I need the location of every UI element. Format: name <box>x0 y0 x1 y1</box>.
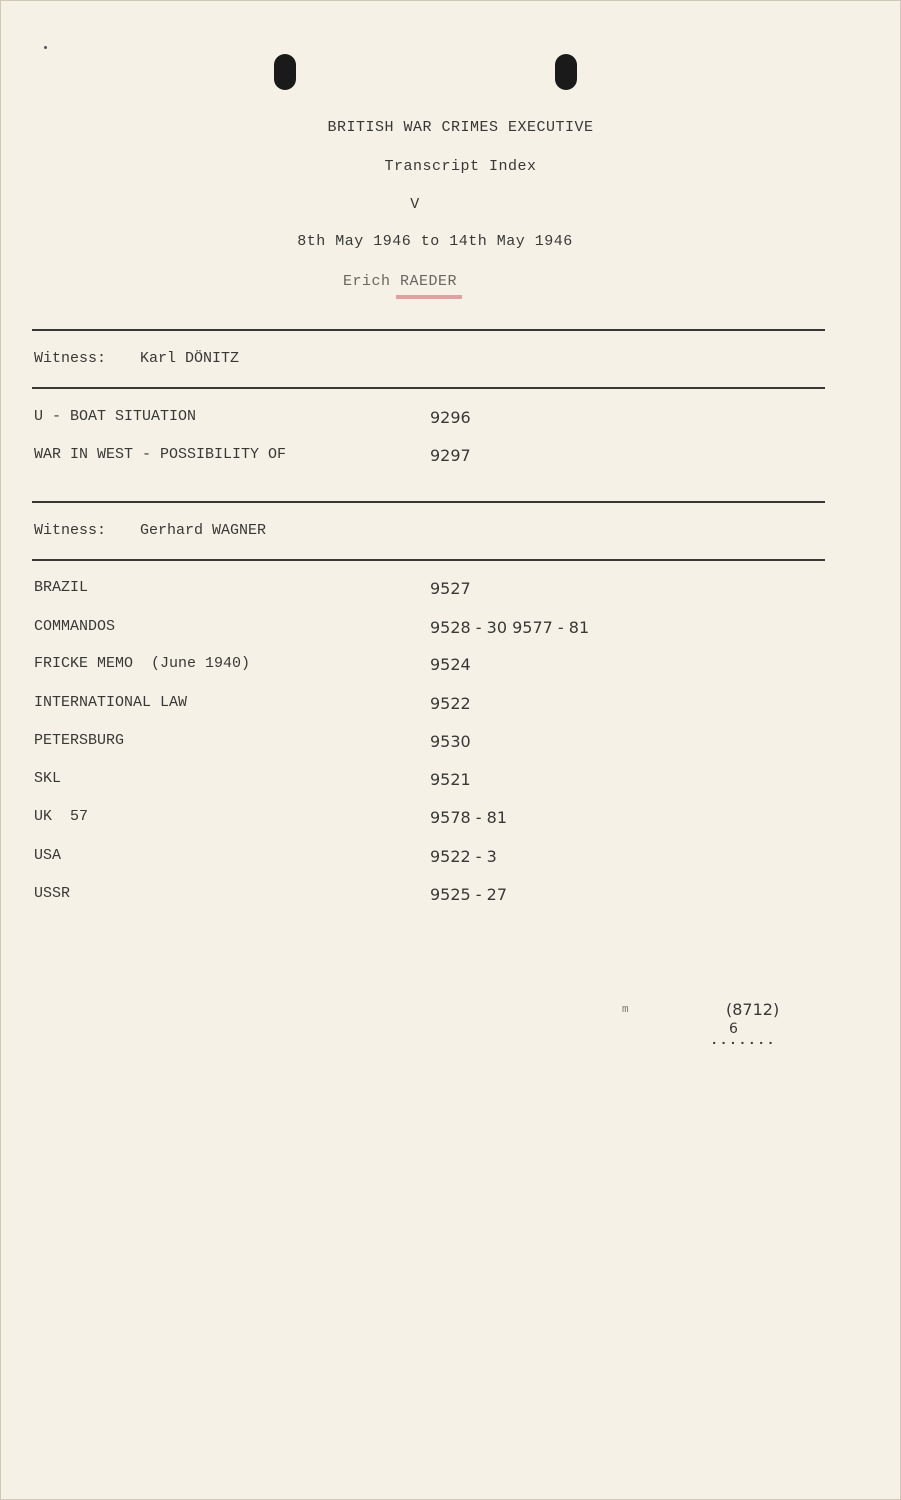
entry-topic: SKL <box>34 770 62 787</box>
defendant-name-text: Erich RAEDER <box>342 273 458 290</box>
index-entry <box>34 847 814 871</box>
footer-mark: m <box>622 1004 629 1016</box>
entry-topic: PETERSBURG <box>34 732 125 749</box>
entry-pages: 9530 <box>430 732 471 751</box>
witness-name: Karl DÖNITZ <box>140 350 240 367</box>
punch-hole-left <box>274 54 296 90</box>
entry-topic: U - BOAT SITUATION <box>34 408 197 425</box>
red-pencil-underline <box>396 295 462 299</box>
section-rule <box>32 329 825 331</box>
witness-heading <box>34 522 266 539</box>
index-entry <box>34 446 814 470</box>
witness-name: Gerhard WAGNER <box>140 522 267 539</box>
entry-pages: 9296 <box>430 408 471 427</box>
index-entry <box>34 770 814 794</box>
defendant-name <box>0 273 800 290</box>
index-entry <box>34 694 814 718</box>
entry-topic: COMMANDOS <box>34 618 116 635</box>
entry-pages: 9528 - 30 9577 - 81 <box>430 618 590 637</box>
witness-label: Witness: <box>34 522 107 539</box>
index-entry <box>34 655 814 679</box>
footer-subnumber: 6 <box>729 1021 738 1037</box>
entry-topic: UK 57 <box>34 808 89 825</box>
entry-pages: 9297 <box>430 446 471 465</box>
entry-topic: INTERNATIONAL LAW <box>34 694 188 711</box>
index-entry <box>34 808 814 832</box>
section-rule <box>32 387 825 389</box>
index-entry <box>34 885 814 909</box>
entry-pages: 9522 <box>430 694 471 713</box>
index-entry <box>34 618 814 642</box>
section-rule <box>32 559 825 561</box>
footer-dots: ....... <box>710 1033 776 1049</box>
index-entry <box>34 579 814 603</box>
index-entry <box>34 732 814 756</box>
volume-number: V <box>410 196 420 213</box>
entry-topic: FRICKE MEMO (June 1940) <box>34 655 251 672</box>
footer-reference: (8712) <box>726 1000 780 1019</box>
entry-pages: 9522 - 3 <box>430 847 497 866</box>
witness-label: Witness: <box>34 350 107 367</box>
paper-speck <box>44 46 47 49</box>
punch-hole-right <box>555 54 577 90</box>
entry-topic: USSR <box>34 885 71 902</box>
entry-topic: BRAZIL <box>34 579 89 596</box>
entry-topic: WAR IN WEST - POSSIBILITY OF <box>34 446 287 463</box>
entry-pages: 9527 <box>430 579 471 598</box>
witness-heading <box>34 350 239 367</box>
section-rule <box>32 501 825 503</box>
entry-topic: USA <box>34 847 62 864</box>
entry-pages: 9524 <box>430 655 471 674</box>
entry-pages: 9525 - 27 <box>430 885 508 904</box>
entry-pages: 9521 <box>430 770 471 789</box>
entry-pages: 9578 - 81 <box>430 808 508 827</box>
document-title: BRITISH WAR CRIMES EXECUTIVE <box>327 119 594 136</box>
document-subtitle: Transcript Index <box>384 158 537 175</box>
index-entry <box>34 408 814 432</box>
date-range: 8th May 1946 to 14th May 1946 <box>297 233 573 250</box>
